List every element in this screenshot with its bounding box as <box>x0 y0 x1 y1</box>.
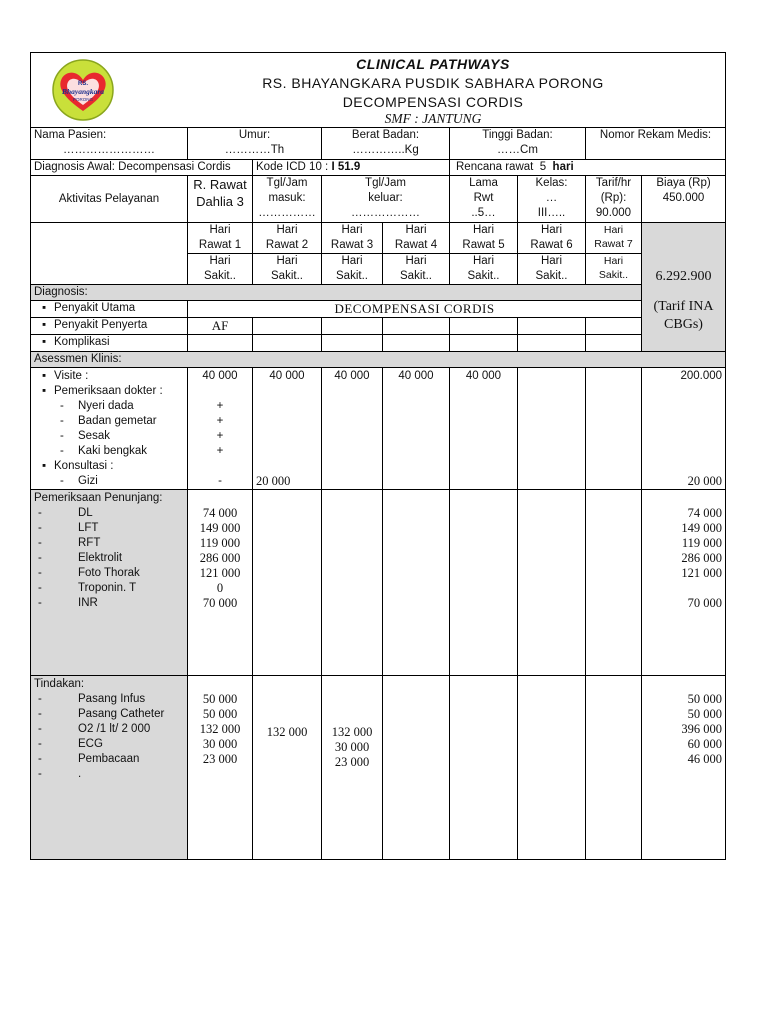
assessment-day-3: 40 000 <box>322 368 383 490</box>
form-title: CLINICAL PATHWAYS <box>356 56 510 72</box>
day-4-header: Hari Rawat 4 <box>383 223 450 254</box>
smf-label: SMF : JANTUNG <box>384 111 482 126</box>
total-cost-cell: 6.292.900 (Tarif INA CBGs) <box>642 223 726 352</box>
assessment-cost: 200.000 20 000 <box>642 368 726 490</box>
cost-header-cell: Biaya (Rp) 450.000 <box>642 176 726 223</box>
total-cost-note: (Tarif INA <box>653 299 714 314</box>
length-of-stay-cell: Lama Rwt ..5… <box>450 176 518 223</box>
initial-diagnosis: Diagnosis Awal: Decompensasi Cordis <box>31 160 253 176</box>
activity-label: Aktivitas Pelayanan <box>31 176 188 223</box>
day-2-sick: Hari Sakit.. <box>253 254 322 285</box>
diagnosis-section-label: Diagnosis: <box>31 285 642 301</box>
complication-label: ▪ Komplikasi <box>31 335 188 352</box>
total-cost: 6.292.900 <box>655 269 712 284</box>
procedure-day-2: 132 000 <box>253 676 322 860</box>
daily-rate-cell: Tarif/hr (Rp): 90.000 <box>586 176 642 223</box>
procedure-items: Tindakan: - Pasang Infus - Pasang Catheter - O2 /1 lt/ 2 000 - ECG - Pembacaan - . <box>31 676 188 860</box>
main-disease-value: DECOMPENSASI CORDIS <box>188 301 642 318</box>
day-2-header: Hari Rawat 2 <box>253 223 322 254</box>
admission-time-cell[interactable]: Tgl/Jam masuk: …………… <box>253 176 322 223</box>
day-4-sick: Hari Sakit.. <box>383 254 450 285</box>
assessment-day-5: 40 000 <box>450 368 518 490</box>
svg-text:RS.: RS. <box>77 81 89 87</box>
day-7-header: Hari Rawat 7 <box>586 223 642 254</box>
day-6-sick: Hari Sakit.. <box>518 254 586 285</box>
patient-name-cell[interactable]: Nama Pasien: …………………… <box>31 128 188 160</box>
height-cell[interactable]: Tinggi Badan: ……Cm <box>450 128 586 160</box>
day-3-sick: Hari Sakit.. <box>322 254 383 285</box>
hospital-name: RS. BHAYANGKARA PUSDIK SABHARA PORONG <box>262 75 604 91</box>
supporting-exam-cost: 74 000 149 000 119 000 286 000 121 000 70 000 <box>642 490 726 676</box>
clinical-pathway-table <box>30 52 726 860</box>
day-6-header: Hari Rawat 6 <box>518 223 586 254</box>
supporting-exam-items: Pemeriksaan Penunjang: - DL - LFT - RFT - Elektrolit - Foto Thorak - Troponin. T - INR <box>31 490 188 676</box>
assessment-day-2: 40 000 20 000 <box>253 368 322 490</box>
form-header <box>31 53 726 128</box>
room-cell: R. Rawat Dahlia 3 <box>188 176 253 223</box>
day-1-header: Hari Rawat 1 <box>188 223 253 254</box>
assessment-items: ▪ Visite : ▪ Pemeriksaan dokter : - Nyeri dada - Badan gemetar - Sesak - Kaki bengkak ▪ Konsultasi : - Gizi <box>31 368 188 490</box>
assessment-day-1: 40 000 + + + + - <box>188 368 253 490</box>
comorbidity-label: ▪ Penyakit Penyerta <box>31 318 188 335</box>
planned-stay-cell: Rencana rawat 5 hari <box>450 160 726 176</box>
weight-cell[interactable]: Berat Badan: …………..Kg <box>322 128 450 160</box>
medical-record-cell[interactable]: Nomor Rekam Medis: <box>586 128 726 160</box>
clinical-pathway-form <box>30 52 725 862</box>
procedure-cost: 50 000 50 000 396 000 60 000 46 000 <box>642 676 726 860</box>
class-cell: Kelas: … III….. <box>518 176 586 223</box>
clinical-assessment-label: Asessmen Klinis: <box>31 352 726 368</box>
procedure-day-3: 132 000 30 000 23 000 <box>322 676 383 860</box>
discharge-time-cell[interactable]: Tgl/Jam keluar: ……………… <box>322 176 450 223</box>
day-5-sick: Hari Sakit.. <box>450 254 518 285</box>
day-7-sick: Hari Sakit.. <box>586 254 642 285</box>
day-5-header: Hari Rawat 5 <box>450 223 518 254</box>
supporting-exam-day-1: 74 000 149 000 119 000 286 000 121 000 0 70 000 <box>188 490 253 676</box>
svg-text:Bhayangkara: Bhayangkara <box>61 87 105 96</box>
assessment-day-4: 40 000 <box>383 368 450 490</box>
svg-text:PORONG: PORONG <box>72 97 94 102</box>
day-1-sick: Hari Sakit.. <box>188 254 253 285</box>
day-3-header: Hari Rawat 3 <box>322 223 383 254</box>
age-cell[interactable]: Umur: …………Th <box>188 128 322 160</box>
procedure-day-1: 50 000 50 000 132 000 30 000 23 000 <box>188 676 253 860</box>
pathway-diagnosis-title: DECOMPENSASI CORDIS <box>342 94 524 110</box>
main-disease-label: ▪ Penyakit Utama <box>31 301 188 318</box>
icd-code-cell: Kode ICD 10 : I 51.9 <box>253 160 450 176</box>
comorbidity-value: AF <box>188 318 253 335</box>
